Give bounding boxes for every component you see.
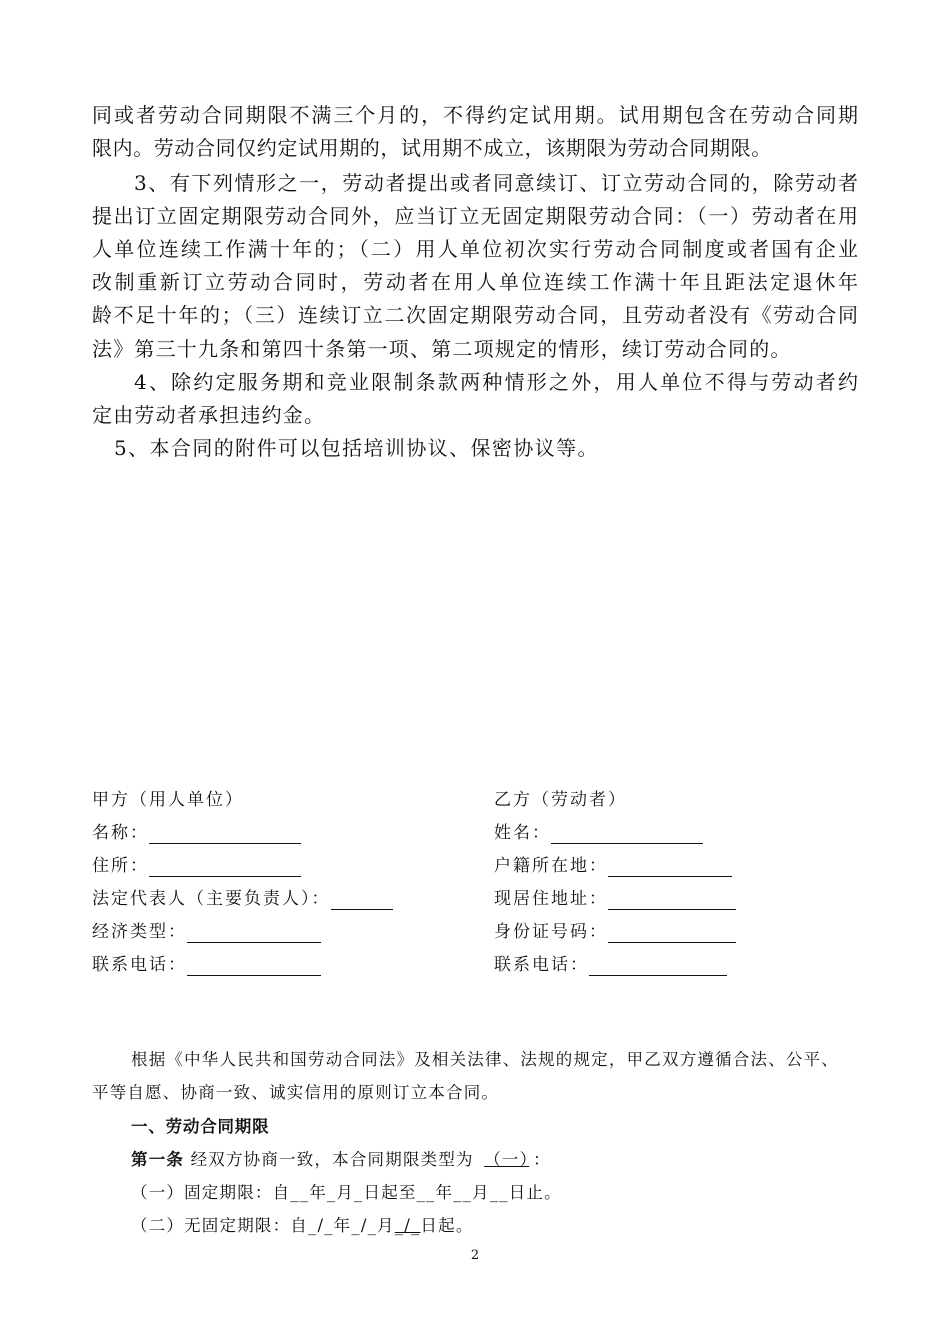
- party-b-id-label: 身份证号码：: [494, 922, 608, 942]
- party-b-phone-label: 联系电话：: [494, 955, 589, 975]
- contract-type-value[interactable]: （一）: [484, 1150, 530, 1169]
- party-b-household-field[interactable]: [608, 858, 732, 877]
- party-b-name-label: 姓名：: [494, 823, 551, 843]
- party-a-heading: 甲方（用人单位）: [92, 790, 244, 810]
- option-fixed-term: （一）固定期限：自__年_月_日起至__年__月__日止。: [131, 1183, 562, 1202]
- party-b-household-row: [494, 855, 732, 877]
- preamble-line: 平等自愿、协商一致、诚实信用的原则订立本合同。: [92, 1083, 500, 1102]
- article-1-label: 第一条: [131, 1150, 185, 1169]
- section-heading: 一、劳动合同期限: [131, 1117, 270, 1136]
- party-a-name-row: [92, 822, 301, 844]
- party-b-residence-row: [494, 888, 736, 910]
- open-term-day[interactable]: _/_: [394, 1216, 421, 1235]
- party-a-legal-rep-field[interactable]: [331, 891, 393, 910]
- open-term-month[interactable]: _/: [351, 1216, 368, 1235]
- paragraph-line: 定由劳动者承担违约金。: [92, 403, 326, 427]
- party-b-name-row: [494, 822, 703, 844]
- party-b-residence-field[interactable]: [608, 891, 736, 910]
- party-a-legal-rep-label: 法定代表人（主要负责人）：: [92, 889, 331, 909]
- party-a-phone-label: 联系电话：: [92, 955, 187, 975]
- paragraph-line: 4、除约定服务期和竞业限制条款两种情形之外，用人单位不得与劳动者约: [134, 370, 858, 394]
- day-label: 日起。: [420, 1216, 474, 1235]
- party-b-residence-label: 现居住地址：: [494, 889, 608, 909]
- article-1: [131, 1148, 551, 1172]
- party-a-name-label: 名称：: [92, 823, 149, 843]
- paragraph-line: 龄不足十年的；（三）连续订立二次固定期限劳动合同，且劳动者没有《劳动合同: [92, 303, 858, 327]
- paragraph-line: 法》第三十九条和第四十条第一项、第二项规定的情形，续订劳动合同的。: [92, 337, 792, 361]
- party-b-household-label: 户籍所在地：: [494, 856, 608, 876]
- article-1-colon: ：: [533, 1150, 551, 1169]
- open-term-year[interactable]: _/_: [308, 1216, 334, 1235]
- party-a-legal-rep-row: [92, 888, 393, 910]
- paragraph-line: 5、本合同的附件可以包括培训协议、保密协议等。: [114, 436, 599, 460]
- paragraph-line: 3、有下列情形之一，劳动者提出或者同意续订、订立劳动合同的，除劳动者: [134, 171, 858, 195]
- year-label: 年: [333, 1216, 352, 1235]
- party-a-economic-type-row: [92, 921, 321, 943]
- paragraph-line: 人单位连续工作满十年的；（二）用人单位初次实行劳动合同制度或者国有企业: [92, 237, 858, 261]
- party-a-economic-type-field[interactable]: [187, 924, 321, 943]
- party-b-id-row: [494, 921, 736, 943]
- party-b-phone-field[interactable]: [589, 957, 727, 976]
- page-number: 2: [470, 1248, 480, 1263]
- party-b-phone-row: [494, 954, 727, 976]
- party-a-address-row: [92, 855, 301, 877]
- option-open-term-prefix: （二）无固定期限：自: [131, 1216, 308, 1235]
- paragraph-line: 提出订立固定期限劳动合同外，应当订立无固定期限劳动合同：（一）劳动者在用: [92, 204, 858, 228]
- paragraph-line: 限内。劳动合同仅约定试用期的，试用期不成立，该期限为劳动合同期限。: [92, 136, 772, 160]
- party-a-address-label: 住所：: [92, 856, 149, 876]
- party-b-name-field[interactable]: [551, 825, 703, 844]
- article-1-text: 经双方协商一致，本合同期限类型为: [190, 1150, 474, 1169]
- month-label: _月: [367, 1216, 395, 1235]
- party-b-heading: 乙方（劳动者）: [494, 790, 627, 810]
- party-a-phone-field[interactable]: [187, 957, 321, 976]
- preamble-line: 根据《中华人民共和国劳动合同法》及相关法律、法规的规定，甲乙双方遵循合法、公平、: [131, 1050, 839, 1069]
- party-a-address-field[interactable]: [149, 858, 301, 877]
- party-a-economic-type-label: 经济类型：: [92, 922, 187, 942]
- party-a-name-field[interactable]: [149, 825, 301, 844]
- party-b-id-field[interactable]: [608, 924, 736, 943]
- option-open-term: [131, 1214, 474, 1238]
- party-a-phone-row: [92, 954, 321, 976]
- paragraph-line: 同或者劳动合同期限不满三个月的，不得约定试用期。试用期包含在劳动合同期: [92, 103, 858, 127]
- paragraph-line: 改制重新订立劳动合同时，劳动者在用人单位连续工作满十年且距法定退休年: [92, 270, 858, 294]
